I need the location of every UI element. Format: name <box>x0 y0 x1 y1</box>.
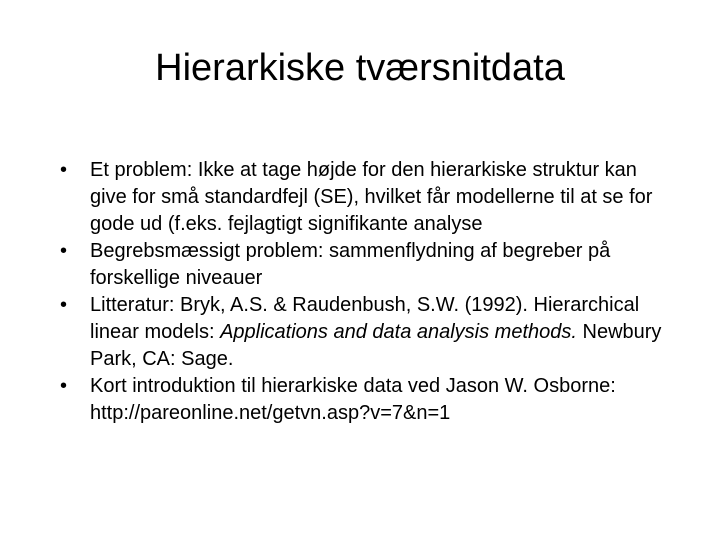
bullet-icon: • <box>60 240 68 262</box>
bullet-list <box>60 157 670 427</box>
bullet-item <box>60 157 670 238</box>
bullet-icon: • <box>60 159 68 181</box>
citation-publisher: Newbury Park, CA: Sage. <box>90 321 662 370</box>
citation-text: Litteratur: Bryk, A.S. & Raudenbush, S.W. (1992). Hierarchical linear models: <box>90 294 640 343</box>
bullet-item <box>60 292 670 373</box>
citation-italic-title: Applications and data analysis methods. <box>220 321 577 343</box>
bullet-text: Et problem: Ikke at tage højde for den hierarkiske struktur kan give for små standardfejl (SE), hvilket får modellerne til at se for gode ud (f.eks. fejlagtigt signifikante analyse <box>90 159 653 235</box>
bullet-icon: • <box>60 375 68 397</box>
bullet-text <box>90 294 661 370</box>
bullet-text: Begrebsmæssigt problem: sammenflydning af begreber på forskellige niveauer <box>90 240 611 289</box>
bullet-text: Kort introduktion til hierarkiske data ved Jason W. Osborne: http://pareonline.net/getvn.asp?v=7&n=1 <box>90 375 616 424</box>
bullet-icon: • <box>60 294 68 316</box>
slide-title: Hierarkiske tværsnitdata <box>155 47 565 89</box>
bullet-item <box>60 238 670 292</box>
bullet-item <box>60 373 670 427</box>
